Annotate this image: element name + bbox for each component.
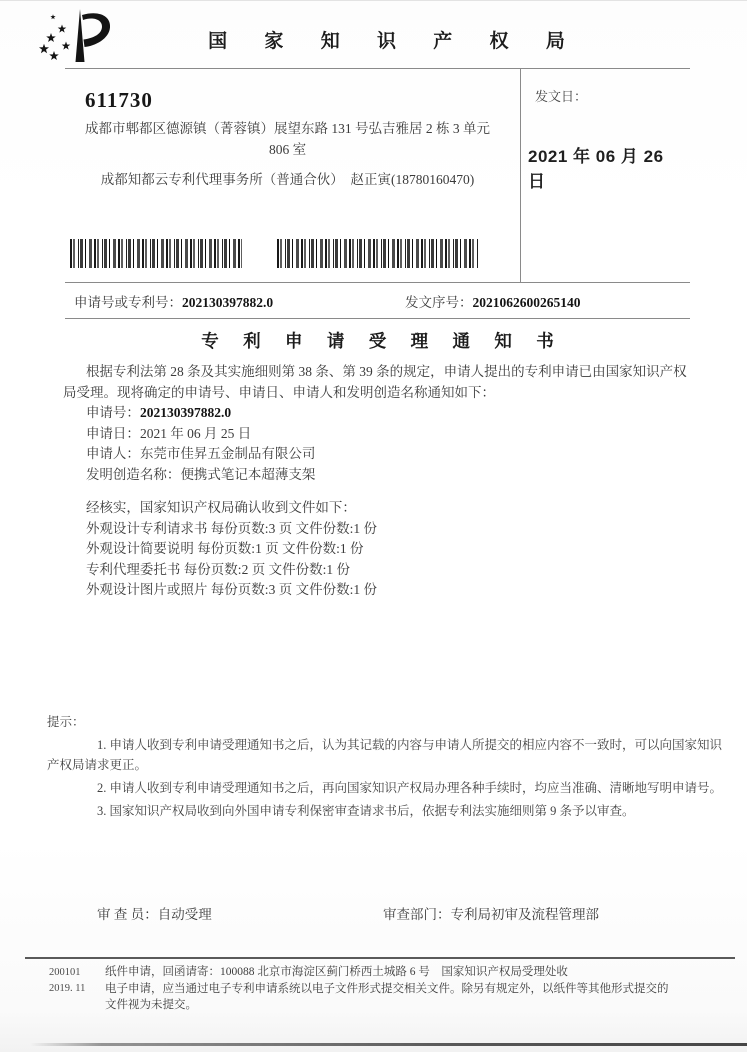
header-divider xyxy=(65,68,690,69)
notice-body xyxy=(63,362,695,485)
field-label: 申请日： xyxy=(85,425,140,441)
serial-number-label: 发文序号： xyxy=(405,295,473,310)
application-number-pair xyxy=(74,291,273,311)
field-value: 2021 年 06 月 25 日 xyxy=(139,425,252,441)
reference-number-row xyxy=(0,291,747,313)
received-document-item: 专利代理委托书 每份页数:2 页 文件份数:1 份 xyxy=(85,561,350,577)
hint-item-2: 2. 申请人收到专利申请受理通知书之后，再向国家知识产权局办理各种手续时，均应当准确、清晰地写明申请号。 xyxy=(97,781,723,795)
signoff-row xyxy=(0,903,747,925)
field-label: 发明创造名称： xyxy=(85,466,181,482)
department-pair xyxy=(383,903,599,923)
footer-text-column xyxy=(105,964,747,1014)
agency-title: 国 家 知 识 产 权 局 xyxy=(208,31,581,52)
title-divider xyxy=(65,318,690,319)
field-label: 申请号： xyxy=(85,405,140,420)
field-value: 202130397882.0 xyxy=(139,405,232,420)
field-value: 东莞市佳昇五金制品有限公司 xyxy=(139,446,316,461)
serial-number-value: 2021062600265140 xyxy=(472,295,581,310)
notice-intro-paragraph: 根据专利法第 28 条及其实施细则第 38 条、第 39 条的规定，申请人提出的专利申请已由国家知识产权局受理。现将确定的申请号、申请日、申请人和发明创造名称通知如下： xyxy=(63,364,687,400)
form-code-column xyxy=(49,965,85,997)
addressee-address-line2: 806 室 xyxy=(268,142,307,157)
received-document-item: 外观设计专利请求书 每份页数:3 页 文件份数:1 份 xyxy=(85,520,377,536)
electronic-filing-line1: 电子申请，应当通过电子专利申请系统以电子文件形式提交相关文件。除另有规定外，以纸件等其他形式提交的 xyxy=(105,982,669,995)
received-document-item: 外观设计简要说明 每份页数:1 页 文件份数:1 份 xyxy=(85,541,364,556)
hints-heading: 提示： xyxy=(47,715,85,729)
application-number-label: 申请号或专利号： xyxy=(74,295,182,310)
department-label: 审查部门： xyxy=(383,907,451,922)
dispatch-date-label: 发文日： xyxy=(535,89,588,104)
field-application-number xyxy=(86,403,695,424)
dispatch-box-left-border xyxy=(520,68,521,282)
postal-code: 611730 xyxy=(85,88,153,112)
examiner-label: 审 查 员： xyxy=(97,907,158,922)
footer-divider xyxy=(25,957,735,959)
dispatch-date-value: 2021 年 06 月 26 日 xyxy=(528,147,664,191)
form-code: 200101 xyxy=(49,967,81,978)
hint-item-1: 1. 申请人收到专利申请受理通知书之后，认为其记载的内容与申请人所提交的相应内容不一致时，可以向国家知识产权局请求更正。 xyxy=(47,738,723,772)
barcode-left xyxy=(70,239,242,268)
notice-title: 专 利 申 请 受 理 通 知 书 xyxy=(201,331,564,351)
addressee-block xyxy=(65,90,510,190)
addressee-address-line1: 成都市郫都区德源镇（菁蓉镇）展望东路 131 号弘吉雅居 2 栋 3 单元 xyxy=(85,121,490,136)
serial-number-pair xyxy=(405,291,581,311)
receipt-intro: 经核实，国家知识产权局确认收到文件如下： xyxy=(85,500,356,515)
form-revision: 2019. 11 xyxy=(49,983,86,994)
field-label: 申请人： xyxy=(85,446,140,461)
dispatch-date-box xyxy=(528,86,685,192)
field-applicant xyxy=(86,444,695,465)
examiner-value: 自动受理 xyxy=(157,907,212,922)
department-value: 专利局初审及流程管理部 xyxy=(450,907,599,922)
barcode-right xyxy=(277,239,478,268)
paper-filing-line: 纸件申请，回函请寄：100088 北京市海淀区蓟门桥西土城路 6 号 国家知识产权局受理处收 xyxy=(105,966,568,978)
barcode-divider xyxy=(65,282,690,283)
hint-item-3: 3. 国家知识产权局收到向外国申请专利保密审查请求书后，依据专利法实施细则第 9 条予以审查。 xyxy=(97,804,635,818)
hints-block xyxy=(47,712,723,821)
agent-line: 成都知都云专利代理事务所（普通合伙） 赵正寅(18780160470) xyxy=(100,172,475,187)
received-documents-block xyxy=(63,498,695,601)
scan-bottom-edge xyxy=(30,1043,747,1046)
field-invention-title xyxy=(86,465,695,486)
electronic-filing-line2: 文件视为未提交。 xyxy=(105,999,197,1011)
received-document-item: 外观设计图片或照片 每份页数:3 页 文件份数:1 份 xyxy=(85,582,377,597)
field-value: 便携式笔记本超薄支架 xyxy=(180,466,316,482)
field-application-date xyxy=(86,424,695,445)
application-number-value: 202130397882.0 xyxy=(182,295,274,310)
examiner-pair xyxy=(97,903,212,923)
